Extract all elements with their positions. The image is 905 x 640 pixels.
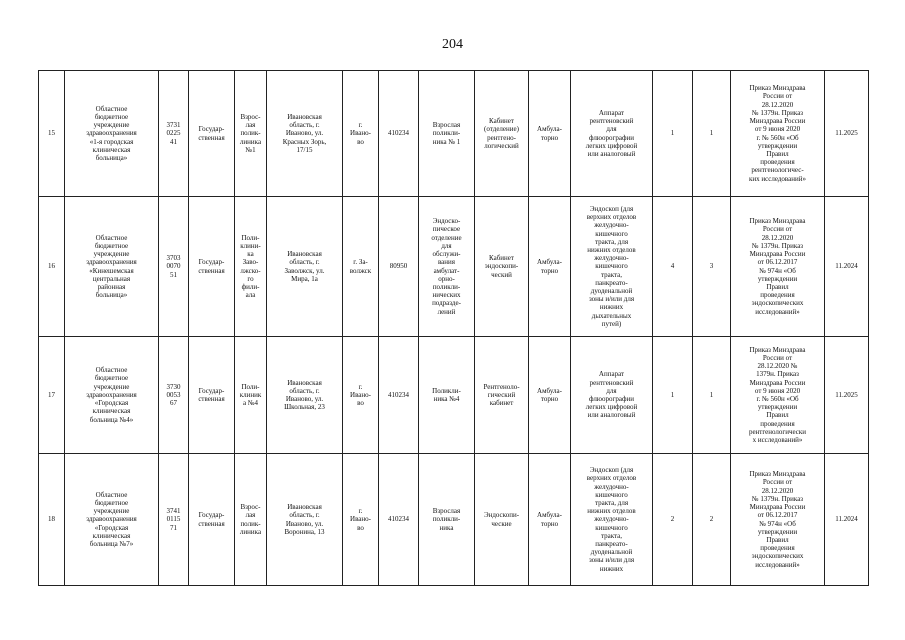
date-cell: 11.2025 [825, 71, 869, 197]
care-type-cell: Амбула- торно [529, 337, 571, 454]
quantity-cell: 1 [693, 337, 731, 454]
table-row [39, 337, 869, 454]
care-type-cell: Амбула- торно [529, 71, 571, 197]
room-cell: Эндоскопи- ческие [475, 454, 529, 586]
ownership-cell: Государ- ственная [189, 337, 235, 454]
date-cell: 11.2025 [825, 337, 869, 454]
organization-cell: Областное бюджетное учреждение здравоохранения «1-я городская клиническая больница» [65, 71, 159, 197]
row-number: 17 [39, 337, 65, 454]
unit-cell: Поли- клиник а №4 [235, 337, 267, 454]
order-cell: Приказ Минздрава России от 28.12.2020 № 1379н. Приказ Минздрава России от 9 июня 2020 г. № 560н «Об утверждении Правил проведения рентгенологичес- ких исследований» [731, 71, 825, 197]
quantity-cell: 3 [693, 197, 731, 337]
row-number: 16 [39, 197, 65, 337]
department-cell: Поликли- ника №4 [419, 337, 475, 454]
equipment-cell: Эндоскоп (для верхних отделов желудочно- кишечного тракта, для нижних отделов желудочно- кишечного тракта, панкреато- дуоденальной зоны и/или для нижних дыхательных путей) [571, 197, 653, 337]
care-type-cell: Амбула- торно [529, 454, 571, 586]
equipment-cell: Аппарат рентгеновский для флюорографии легких цифровой или аналоговый [571, 337, 653, 454]
quantity-cell: 1 [653, 71, 693, 197]
city-cell: г. Ивано- во [343, 71, 379, 197]
address-cell: Ивановская область, г. Иваново, ул. Воронина, 13 [267, 454, 343, 586]
organization-cell: Областное бюджетное учреждение здравоохранения «Городская клиническая больница №4» [65, 337, 159, 454]
row-number: 18 [39, 454, 65, 586]
address-cell: Ивановская область, г. Иваново, ул. Красных Зорь, 17/15 [267, 71, 343, 197]
index-cell: 410234 [379, 71, 419, 197]
table-row [39, 197, 869, 337]
ownership-cell: Государ- ственная [189, 454, 235, 586]
quantity-cell: 1 [693, 71, 731, 197]
room-cell: Кабинет эндоскопи- ческий [475, 197, 529, 337]
date-cell: 11.2024 [825, 454, 869, 586]
room-cell: Кабинет (отделение) рентгено- логический [475, 71, 529, 197]
quantity-cell: 1 [653, 337, 693, 454]
unit-cell: Взрос- лая полик- линика [235, 454, 267, 586]
equipment-cell: Эндоскоп (для верхних отделов желудочно- кишечного тракта, для нижних отделов желудочно- кишечного тракта, панкреато- дуоденальной зоны и/или для нижних [571, 454, 653, 586]
code-cell: 3730 0053 67 [159, 337, 189, 454]
equipment-table [38, 70, 869, 586]
city-cell: г. Ивано- во [343, 454, 379, 586]
index-cell: 410234 [379, 454, 419, 586]
quantity-cell: 2 [693, 454, 731, 586]
address-cell: Ивановская область, г. Иваново, ул. Школьная, 23 [267, 337, 343, 454]
ownership-cell: Государ- ственная [189, 197, 235, 337]
date-cell: 11.2024 [825, 197, 869, 337]
city-cell: г. Ивано- во [343, 337, 379, 454]
code-cell: 3703 0070 51 [159, 197, 189, 337]
quantity-cell: 4 [653, 197, 693, 337]
quantity-cell: 2 [653, 454, 693, 586]
equipment-cell: Аппарат рентгеновский для флюорографии легких цифровой или аналоговый [571, 71, 653, 197]
care-type-cell: Амбула- торно [529, 197, 571, 337]
organization-cell: Областное бюджетное учреждение здравоохранения «Кинешемская центральная районная больница» [65, 197, 159, 337]
index-cell: 80950 [379, 197, 419, 337]
table-row [39, 71, 869, 197]
code-cell: 3741 0115 71 [159, 454, 189, 586]
room-cell: Рентгеноло- гический кабинет [475, 337, 529, 454]
order-cell: Приказ Минздрава России от 28.12.2020 № 1379н. Приказ Минздрава России от 9 июня 2020 г. № 560н «Об утверждении Правил проведения рентгенологически х исследований» [731, 337, 825, 454]
row-number: 15 [39, 71, 65, 197]
department-cell: Взрослая поликли- ника № 1 [419, 71, 475, 197]
unit-cell: Поли- клини- ка Заво- лжско- го фили- ала [235, 197, 267, 337]
address-cell: Ивановская область, г. Заволжск, ул. Мира, 1а [267, 197, 343, 337]
page-number: 204 [442, 37, 463, 52]
order-cell: Приказ Минздрава России от 28.12.2020 № 1379н. Приказ Минздрава России от 06.12.2017 № 974н «Об утверждении Правил проведения эндоскопических исследований» [731, 454, 825, 586]
index-cell: 410234 [379, 337, 419, 454]
order-cell: Приказ Минздрава России от 28.12.2020 № 1379н. Приказ Минздрава России от 06.12.2017 № 974н «Об утверждении Правил проведения эндоскопических исследований» [731, 197, 825, 337]
city-cell: г. За- волжск [343, 197, 379, 337]
unit-cell: Взрос- лая полик- линика №1 [235, 71, 267, 197]
organization-cell: Областное бюджетное учреждение здравоохранения «Городская клиническая больница №7» [65, 454, 159, 586]
table-row [39, 454, 869, 586]
department-cell: Взрослая поликли- ника [419, 454, 475, 586]
department-cell: Эндоско- пическое отделение для обслужи- вания амбулат- орно- поликли- нических подразде- лений [419, 197, 475, 337]
code-cell: 3731 0225 41 [159, 71, 189, 197]
ownership-cell: Государ- ственная [189, 71, 235, 197]
